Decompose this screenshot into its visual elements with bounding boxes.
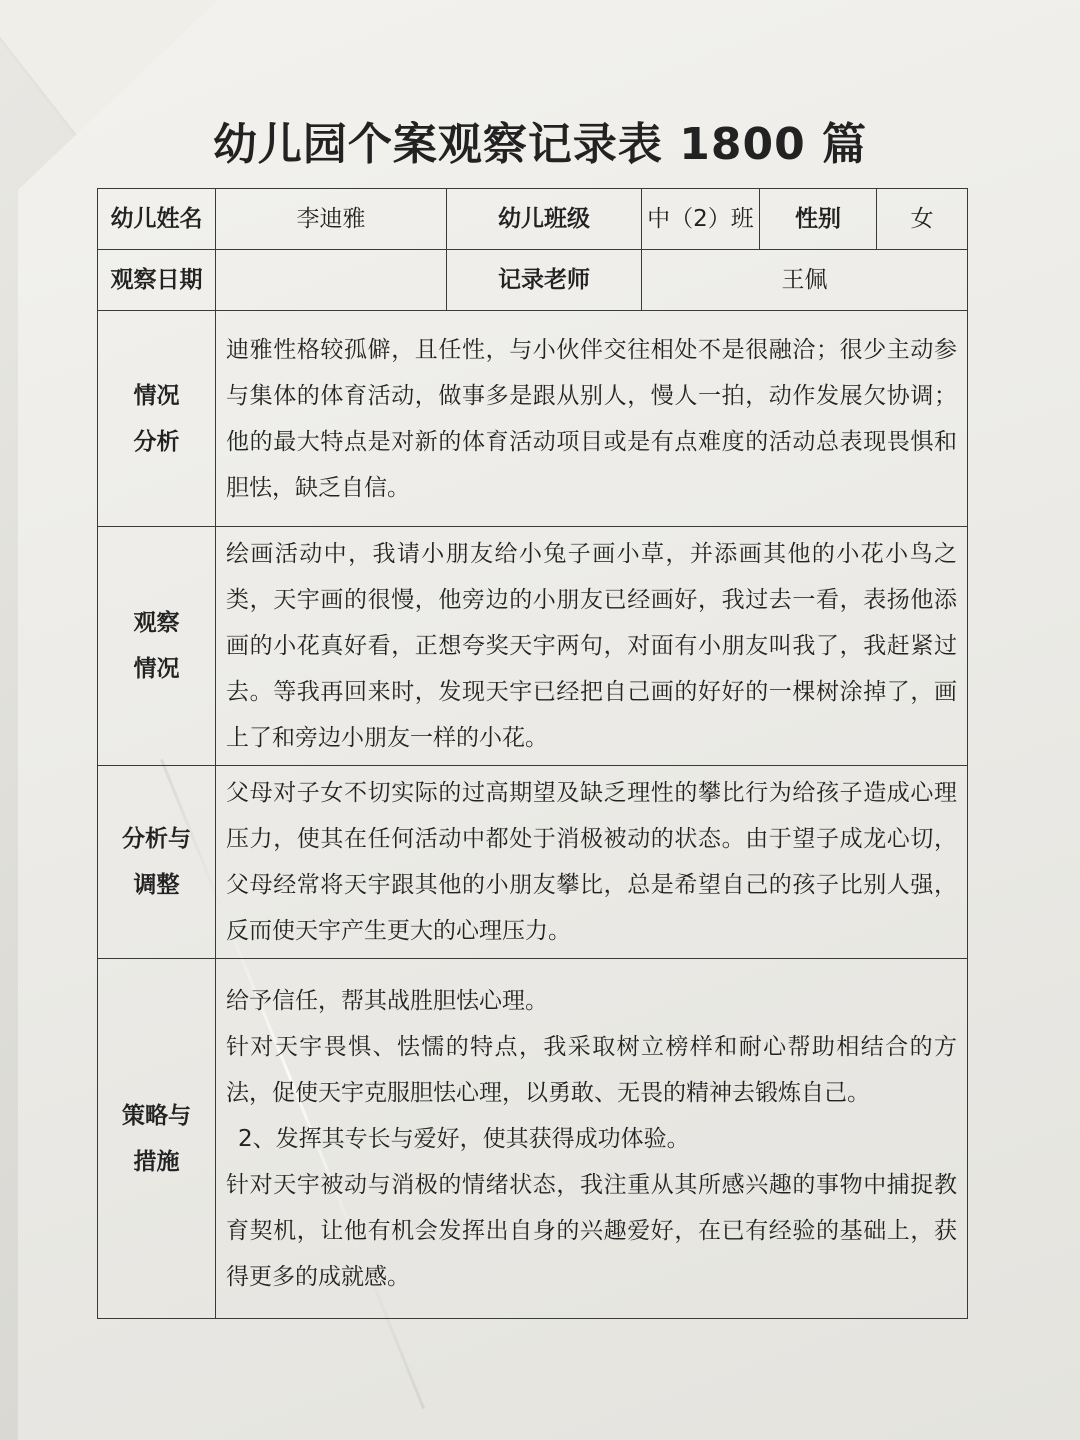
strategy-label: [98, 959, 216, 1319]
info-row-2: [98, 250, 968, 311]
analysis-label-line1: 分析与: [122, 826, 191, 852]
situation-text: 迪雅性格较孤僻，且任性，与小伙伴交往相处不是很融洽；很少主动参与集体的体育活动，做事多是跟从别人，慢人一拍，动作发展欠协调；他的最大特点是对新的体育活动项目或是有点难度的活动总表现畏惧和胆怯，缺乏自信。: [216, 311, 968, 527]
analysis-label-line2: 调整: [133, 872, 180, 898]
child-name-value: 李迪雅: [216, 189, 447, 250]
child-class-value: 中（2）班: [642, 189, 760, 250]
observation-date-value: [216, 250, 447, 311]
observation-label: [98, 527, 216, 766]
strategy-label-line1: 策略与: [122, 1102, 191, 1129]
situation-row: [98, 311, 968, 527]
strategy-line-3: 2、发挥其专长与爱好，使其获得成功体验。: [238, 1125, 690, 1152]
teacher-label: 记录老师: [447, 250, 642, 311]
situation-label: [98, 311, 216, 527]
document-title: 幼儿园个案观察记录表 1800 篇: [212, 119, 868, 170]
info-row-1: [98, 189, 968, 250]
situation-label-line2: 分析: [133, 428, 180, 455]
observation-row: [98, 527, 968, 766]
strategy-content: [216, 959, 968, 1319]
child-class-label: 幼儿班级: [447, 189, 642, 250]
strategy-row: [98, 959, 968, 1319]
analysis-text: 父母对子女不切实际的过高期望及缺乏理性的攀比行为给孩子造成心理压力，使其在任何活动中都处于消极被动的状态。由于望子成龙心切，父母经常将天宇跟其他的小朋友攀比，总是希望自己的孩子比别人强，反而使天宇产生更大的心理压力。: [216, 766, 968, 959]
strategy-line-4: 针对天宇被动与消极的情绪状态，我注重从其所感兴趣的事物中捕捉教育契机，让他有机会发挥出自身的兴趣爱好，在已有经验的基础上，获得更多的成就感。: [226, 1171, 957, 1290]
observation-text: 绘画活动中，我请小朋友给小兔子画小草，并添画其他的小花小鸟之类，天宇画的很慢，他旁边的小朋友已经画好，我过去一看，表扬他添画的小花真好看，正想夸奖天宇两句，对面有小朋友叫我了，我赶紧过去。等我再回来时，发现天宇已经把自己画的好好的一棵树涂掉了，画上了和旁边小朋友一样的小花。: [216, 527, 968, 766]
observation-label-line2: 情况: [133, 656, 180, 682]
analysis-label: [98, 766, 216, 959]
observation-label-line1: 观察: [133, 610, 180, 636]
gender-label: 性别: [760, 189, 877, 250]
situation-label-line1: 情况: [133, 382, 180, 409]
observation-record-table: [97, 188, 968, 1319]
strategy-line-1: 给予信任，帮其战胜胆怯心理。: [226, 987, 548, 1014]
gender-value: 女: [877, 189, 968, 250]
child-name-label: 幼儿姓名: [98, 189, 216, 250]
analysis-row: [98, 766, 968, 959]
strategy-line-2: 针对天宇畏惧、怯懦的特点，我采取树立榜样和耐心帮助相结合的方法，促使天宇克服胆怯心理，以勇敢、无畏的精神去锻炼自己。: [226, 1033, 957, 1106]
strategy-label-line2: 措施: [133, 1148, 180, 1175]
observation-date-label: 观察日期: [98, 250, 216, 311]
teacher-value: 王佩: [642, 250, 968, 311]
